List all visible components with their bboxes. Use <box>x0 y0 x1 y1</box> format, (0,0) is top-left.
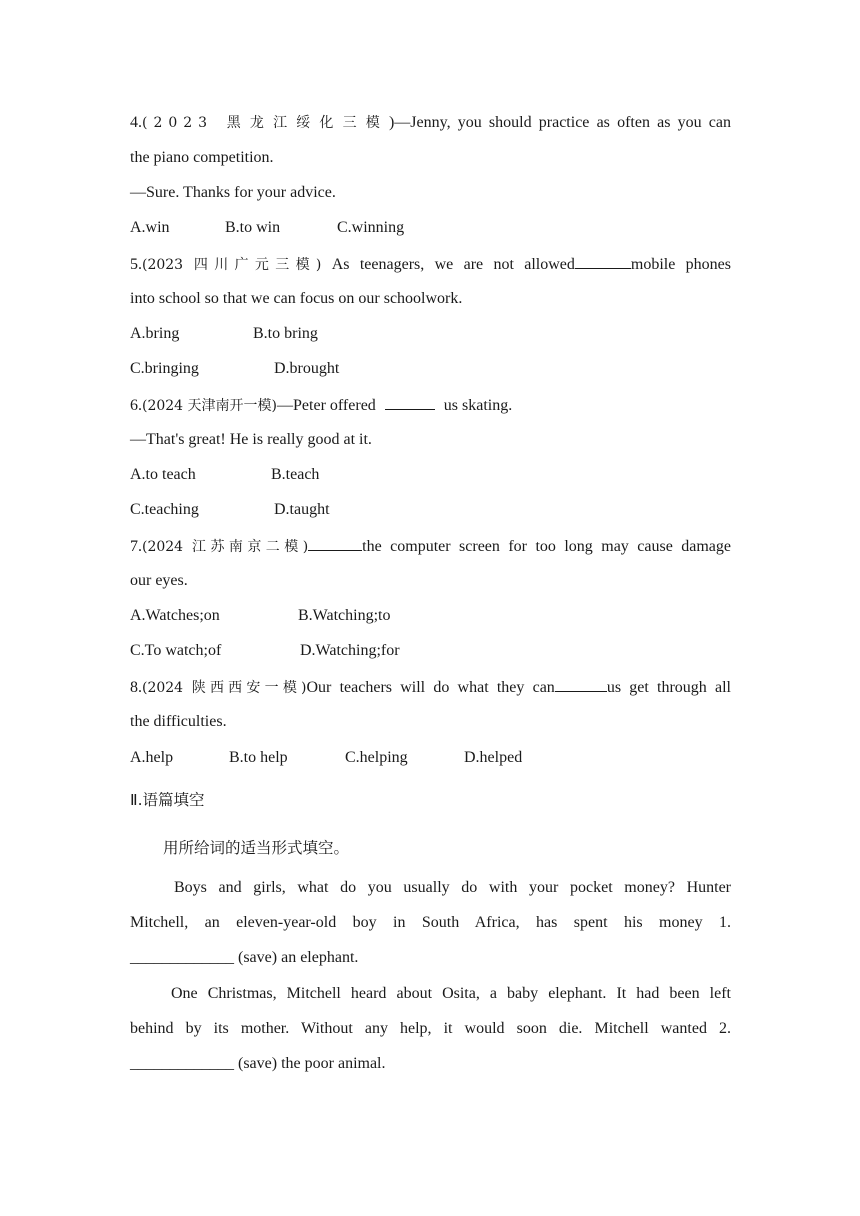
question-6-options-row1 <box>130 465 319 485</box>
q5-answer-blank[interactable] <box>575 254 631 269</box>
q8-stem-text: Our teachers will do what they can <box>306 679 555 696</box>
q7-option-c[interactable]: C.To watch;of <box>130 642 222 659</box>
question-6-options-row2 <box>130 500 330 520</box>
question-7-options-row1 <box>130 606 390 626</box>
question-5-stem-line2: into school so that we can focus on our schoolwork. <box>130 290 463 307</box>
question-8-stem-line1 <box>130 677 731 698</box>
question-4-stem-line1 <box>130 113 731 133</box>
question-4-reply: —Sure. Thanks for your advice. <box>130 184 336 201</box>
q5-option-c[interactable]: C.bringing <box>130 360 199 377</box>
q4-option-c[interactable]: C.winning <box>337 219 405 236</box>
passage-para1-line1: Boys and girls, what do you usually do with your pocket money? Hunter <box>174 879 731 896</box>
section-2-instruction: 用所给词的适当形式填空。 <box>163 839 350 857</box>
question-4-stem-line2: the piano competition. <box>130 149 274 166</box>
q8-option-c[interactable]: C.helping <box>345 749 408 766</box>
q6-answer-blank[interactable] <box>385 395 435 410</box>
q7-stem-after: the computer screen for too long may cause damage <box>362 538 731 555</box>
q8-stem-after: us get through all <box>606 679 731 696</box>
passage-para2-line3: _____________ (save) the poor animal. <box>130 1055 386 1072</box>
question-6-stem-line1 <box>130 395 512 416</box>
section-2-title: Ⅱ.语篇填空 <box>130 791 205 809</box>
q5-stem-after: mobile phones <box>630 256 732 273</box>
question-8-stem-line2: the difficulties. <box>130 713 227 730</box>
q5-option-d[interactable]: D.brought <box>274 360 340 377</box>
question-5-stem-line1 <box>130 254 731 275</box>
q4-option-b[interactable]: B.to win <box>225 219 281 236</box>
passage-para2-line1: One Christmas, Mitchell heard about Osita, a baby elephant. It had been left <box>171 985 731 1002</box>
question-4-options <box>130 218 404 238</box>
question-7-options-row2 <box>130 641 400 661</box>
question-5-options-row2 <box>130 359 339 379</box>
q6-option-b[interactable]: B.teach <box>271 466 320 483</box>
q5-option-a[interactable]: A.bring <box>130 325 180 342</box>
q7-source: (2024 江苏南京二模) <box>142 539 309 555</box>
q8-option-b[interactable]: B.to help <box>229 749 288 766</box>
q8-option-a[interactable]: A.help <box>130 749 174 766</box>
q8-answer-blank[interactable] <box>555 677 607 692</box>
q4-option-a[interactable]: A.win <box>130 219 170 236</box>
q8-option-d[interactable]: D.helped <box>464 749 523 766</box>
q7-number: 7. <box>130 538 142 555</box>
passage-para1-line2: Mitchell, an eleven-year-old boy in South Africa, has spent his money 1. <box>130 914 731 931</box>
question-5-options-row1 <box>130 324 318 344</box>
q8-source: (2024 陕西西安一模) <box>142 680 307 696</box>
question-7-stem-line1 <box>130 536 731 557</box>
question-8-options <box>130 748 522 768</box>
question-6-reply: —That's great! He is really good at it. <box>130 431 372 448</box>
question-7-stem-line2: our eyes. <box>130 572 188 589</box>
q4-stem-text: )—Jenny, you should practice as often as you can <box>388 114 731 131</box>
q6-number: 6. <box>130 397 142 414</box>
q6-stem-text: —Peter offered <box>277 397 376 414</box>
passage-para2-line2: behind by its mother. Without any help, it would soon die. Mitchell wanted 2. <box>130 1020 731 1037</box>
q6-option-d[interactable]: D.taught <box>274 501 330 518</box>
q5-source: (2023 四川广元三模) <box>142 257 322 273</box>
q6-stem-after: us skating. <box>443 397 513 414</box>
q6-option-c[interactable]: C.teaching <box>130 501 199 518</box>
q7-option-d[interactable]: D.Watching;for <box>300 642 400 659</box>
q4-source: (2023 黑龙江绥化三模 <box>142 115 389 131</box>
q6-option-a[interactable]: A.to teach <box>130 466 196 483</box>
q7-answer-blank[interactable] <box>308 536 362 551</box>
q5-option-b[interactable]: B.to bring <box>253 325 318 342</box>
q7-option-a[interactable]: A.Watches;on <box>130 607 220 624</box>
q6-source: (2024 天津南开一模) <box>142 398 278 414</box>
passage-para1-line3: _____________ (save) an elephant. <box>130 949 359 966</box>
q7-option-b[interactable]: B.Watching;to <box>298 607 391 624</box>
q8-number: 8. <box>130 679 142 696</box>
q5-number: 5. <box>130 256 142 273</box>
q5-stem-text: As teenagers, we are not allowed <box>321 256 575 273</box>
q4-number: 4. <box>130 114 142 131</box>
